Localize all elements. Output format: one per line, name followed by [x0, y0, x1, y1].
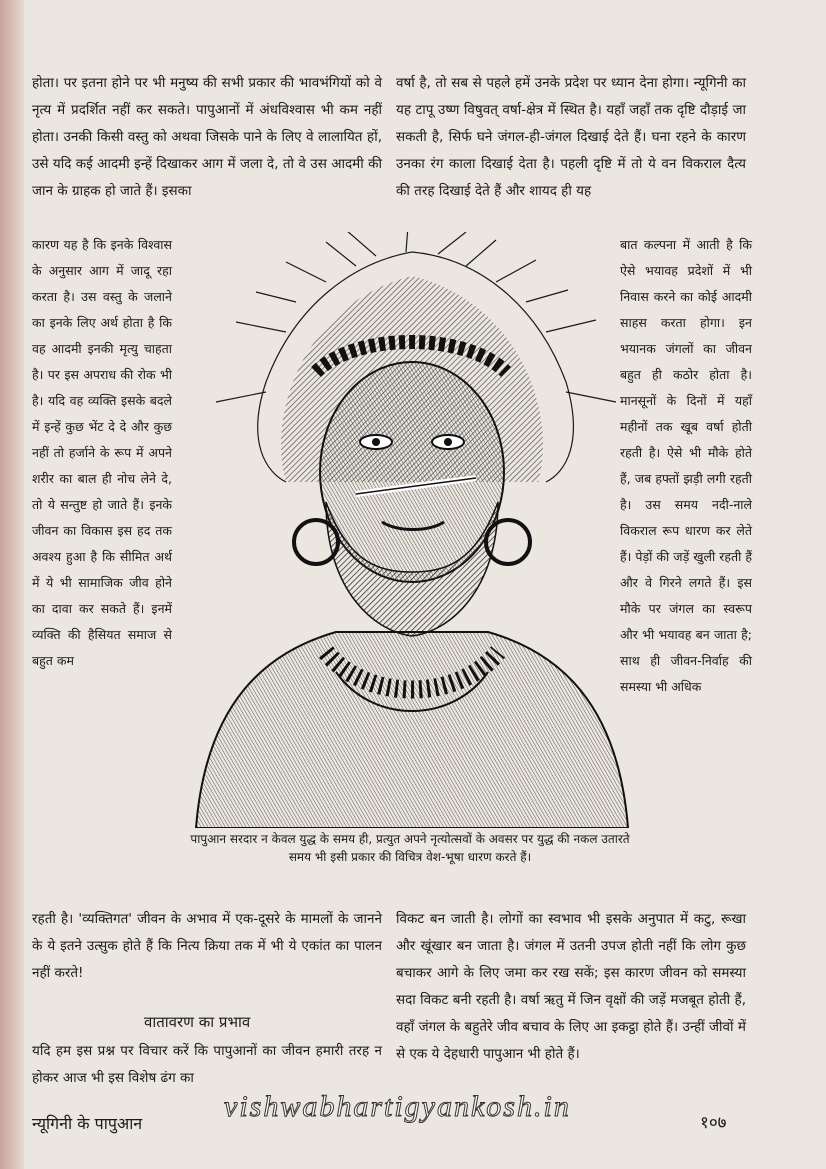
book-page — [24, 0, 826, 1169]
running-footer-title: न्यूगिनी के पापुआन — [32, 1114, 143, 1133]
bottom-left-paragraph-2: यदि हम इस प्रश्न पर विचार करें कि पापुआनों का जीवन हमारी तरह न होकर आज भी इस विशेष ढंग का — [32, 1043, 382, 1086]
illustration-caption: पापुआन सरदार न केवल युद्ध के समय ही, प्रत्युत अपने नृत्योत्सवों के अवसर पर युद्ध की नकल उतारते समय भी इसी प्रकार की विचित्र वेश-भूषा धारण करते हैं। — [190, 832, 630, 864]
top-left-paragraph: होता। पर इतना होने पर भी मनुष्य की सभी प्रकार की भावभंगियों को वे नृत्य में प्रदर्शित नहीं कर सकते। पापुआनों में अंधविश्वास भी कम नहीं होता। उनकी किसी वस्तु को अथवा जिसके पाने के लिए वे लालायित हों, उसे यदि कई आदमी इन्हें दिखाकर आग में जला दे, तो वे उस आदमी की जान के ग्राहक हो जाते हैं। इसका — [32, 75, 382, 199]
right-column-text: बात कल्पना में आती है कि ऐसे भयावह प्रदेशों में भी निवास करने का कोई आदमी साहस करता होगा। इन भयानक जंगलों का जीवन बहुत ही कठोर होता है। मानसूनों के दिनों में यहाँ महीनों तक खूब वर्षा होती रहती है। ऐसे भी मौके होते हैं, जब हफ्तों झड़ी लगी रहती है। उस समय नदी-नाले विकराल रूप धारण कर लेते हैं। पेड़ों की जड़ें खुली रहती हैं और वे गिरने लगते हैं। इस मौके पर जंगल का स्वरूप और भी भयावह बन जाता है; साथ ही जीवन-निर्वाह की समस्या भी अधिक — [620, 237, 752, 694]
watermark-text: vishwabhartigyankosh.in — [224, 1090, 571, 1123]
top-right-paragraph: वर्षा है, तो सब से पहले हमें उनके प्रदेश पर ध्यान देना होगा। न्यूगिनी का यह टापू उष्ण विषुवत् वर्षा-क्षेत्र में स्थित है। यहाँ जहाँ तक दृष्टि दौड़ाई जा सकती है, सिर्फ घने जंगल-ही-जंगल दिखाई देते हैं। घना रहने के कारण उनका रंग काला दिखाई देता है। पहली दृष्टि में तो ये वन विकराल दैत्य की तरह दिखाई देते हैं और शायद ही यह — [396, 75, 746, 199]
section-heading: वातावरण का प्रभाव — [144, 1013, 251, 1031]
bottom-left-paragraph: रहती है। 'व्यक्तिगत' जीवन के अभाव में एक-दूसरे के मामलों के जानने के ये इतने उत्सुक होते हैं कि नित्य क्रिया तक में भी ये एकांत का पालन नहीं करते! — [32, 911, 382, 981]
bottom-right-paragraph: विकट बन जाती है। लोगों का स्वभाव भी इसके अनुपात में कटु, रूखा और खूंखार बन जाता है। जंगल में उतनी उपज होती नहीं कि लोग कुछ बचाकर आगे के लिए जमा कर रख सकें; इस कारण जीवन को समस्या सदा विकट बनी रहती है। वर्षा ऋतु में जिन वृक्षों की जड़ें मजबूत होती हैं, वहाँ जंगल के बहुतेरे जीव बचाव के लिए आ इकट्ठा होते हैं। उन्हीं जीवों में से एक ये देहधारी पापुआन भी होते हैं। — [396, 911, 746, 1062]
page-number: १०७ — [700, 1113, 727, 1133]
left-column-text: कारण यह है कि इनके विश्वास के अनुसार आग में जादू रहा करता है। उस वस्तु के जलाने का इनके लिए अर्थ होता है कि वह आदमी इनकी मृत्यु चाहता है। पर इस अपराध की रोक भी है। यदि वह व्यक्ति इसके बदले में इन्हें कुछ भेंट दे दे और कुछ नहीं तो हर्जाने के रूप में अपने शरीर का बाल ही नोच लेने दे, तो ये सन्तुष्ट हो जाते हैं। इनके जीवन का विकास इस हद तक अवश्य हुआ है कि सीमित अर्थ में ये भी सामाजिक जीव होने का दावा कर सकते हैं। इनमें व्यक्ति की हैसियत समाज से बहुत कम — [32, 237, 172, 668]
papuan-chief-illustration — [176, 232, 648, 828]
page-edge — [0, 0, 24, 1169]
